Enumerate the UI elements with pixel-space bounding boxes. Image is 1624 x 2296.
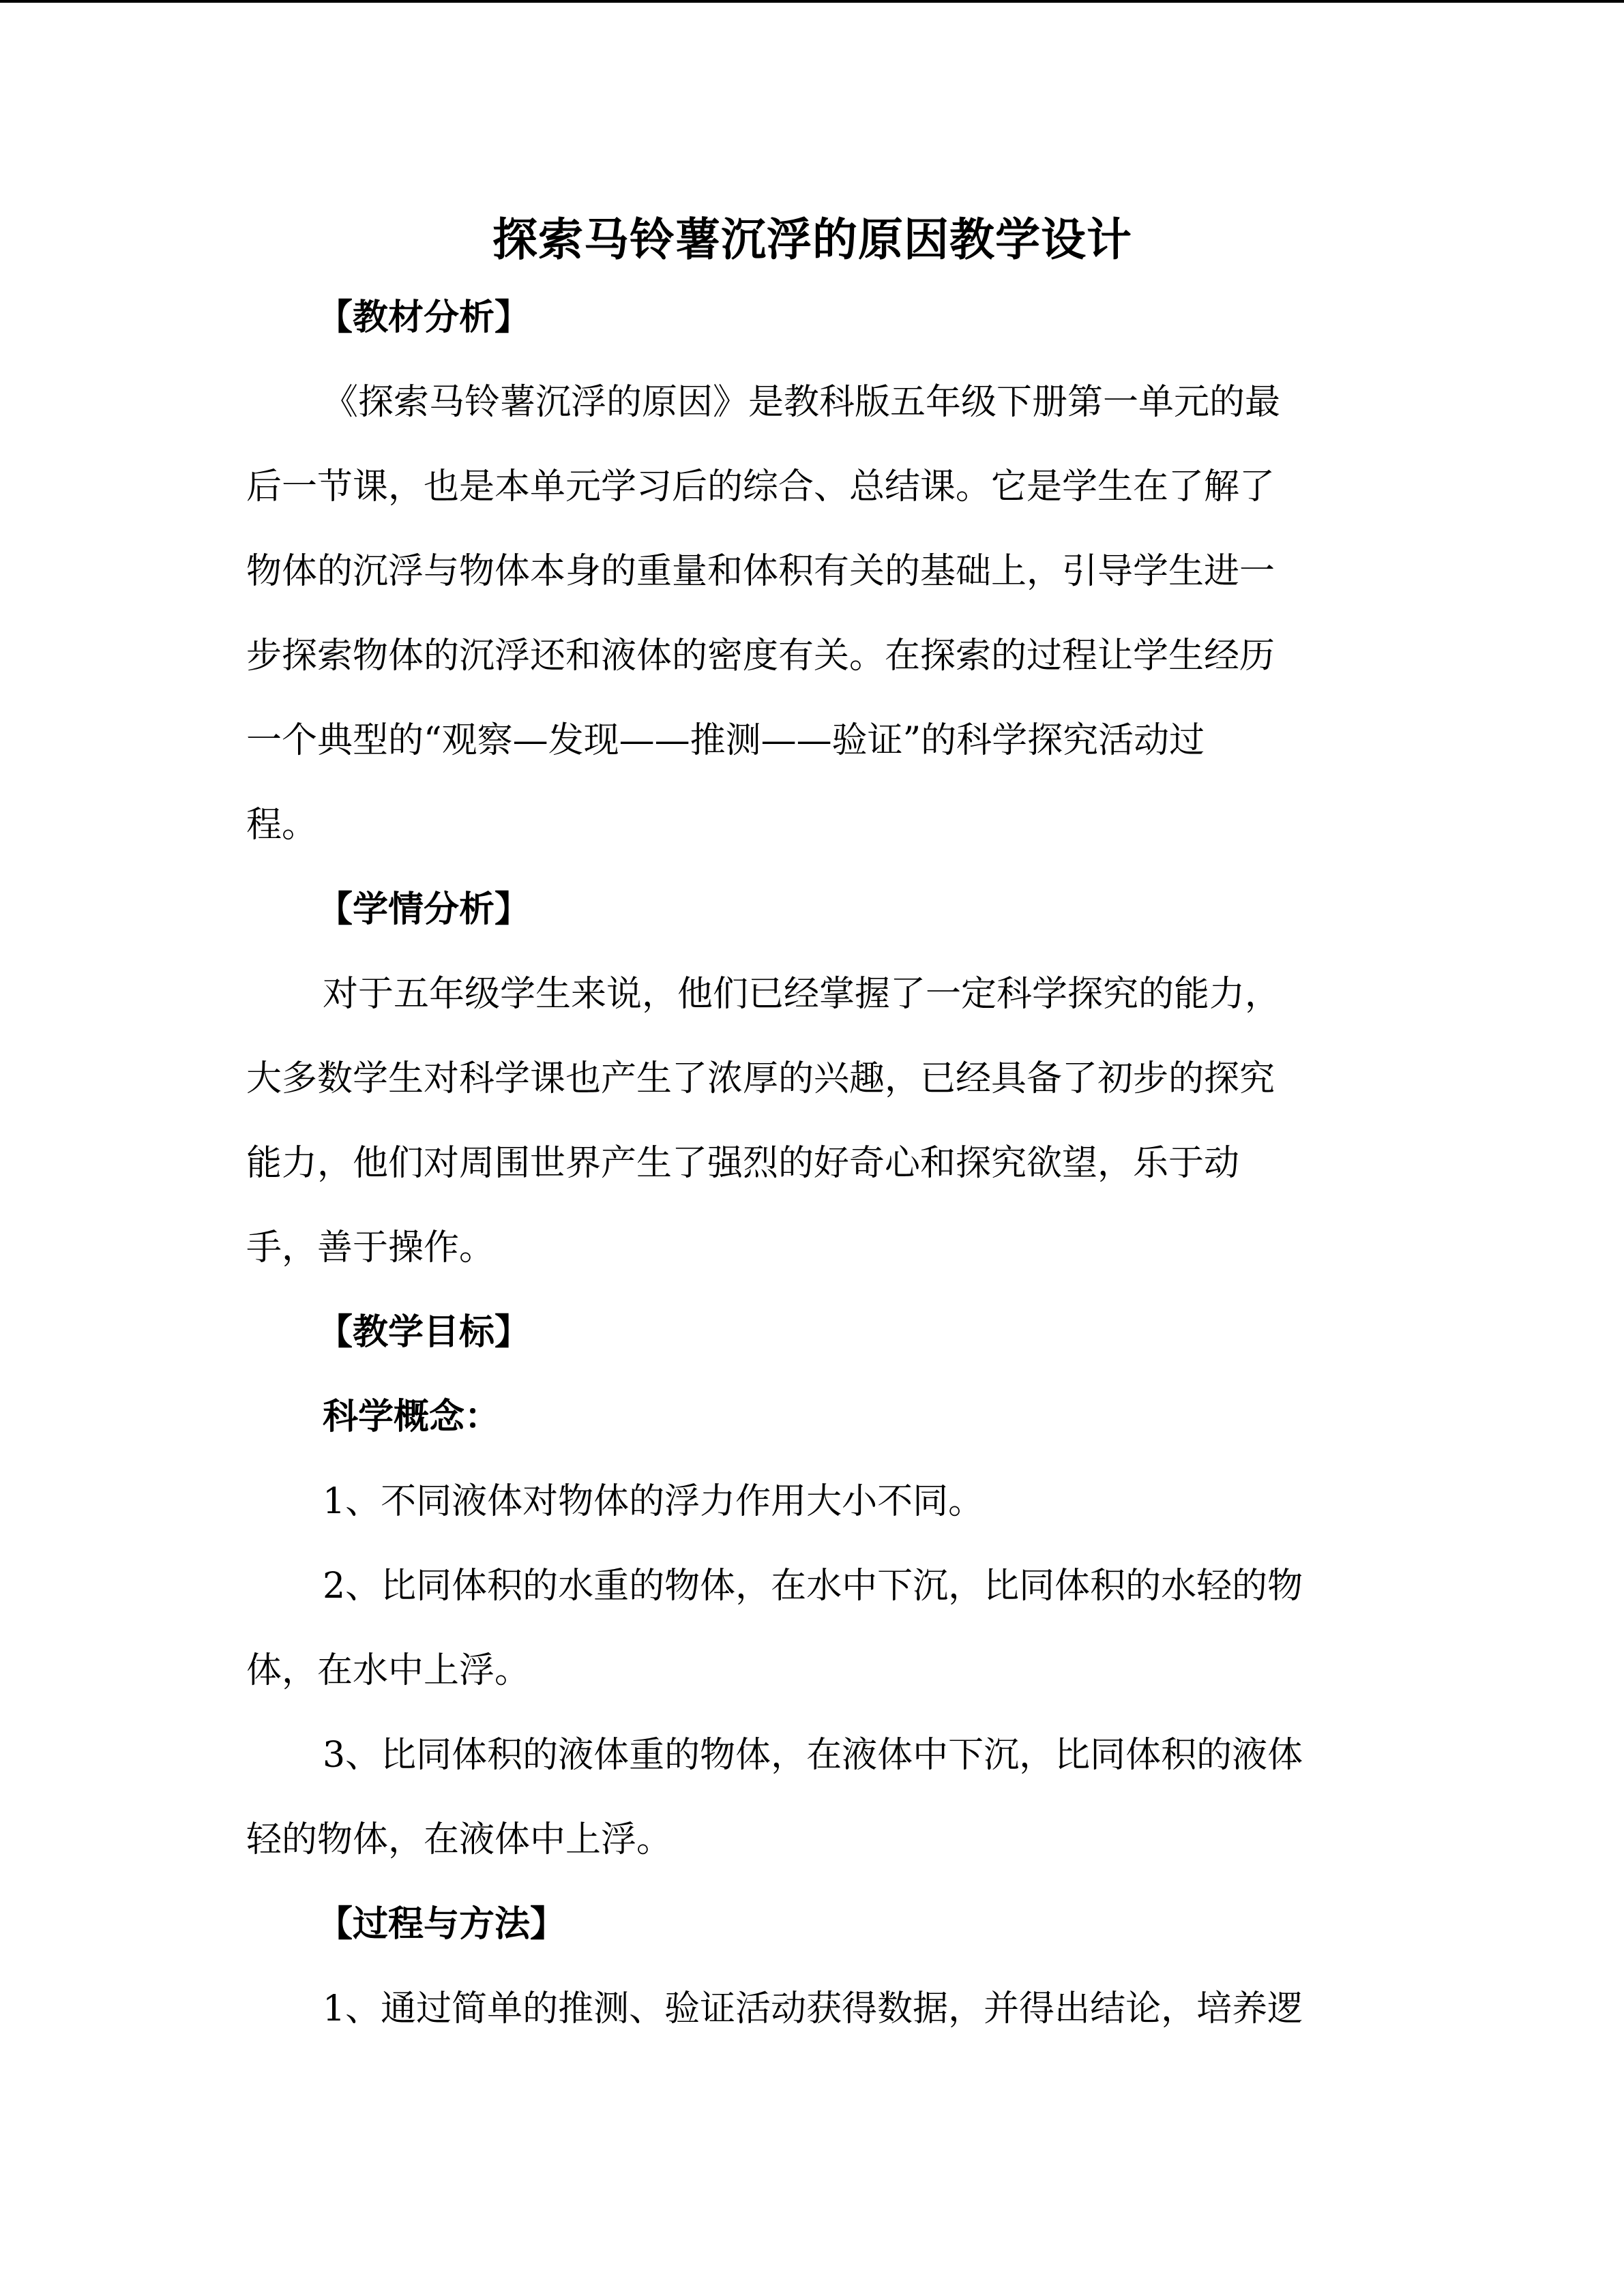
goal-item-1 — [246, 1459, 1378, 1544]
paragraph-line: 一个典型的“观察—发现——推测——验证”的科学探究活动过 — [246, 720, 1205, 761]
paragraph-material-analysis — [246, 360, 1378, 867]
paragraph-line: 后一节课，也是本单元学习后的综合、总结课。它是学生在了解了 — [246, 466, 1275, 507]
document-title: 探索马铃薯沉浮的原因教学设计 — [492, 213, 1132, 266]
paragraph-line: 能力，他们对周围世界产生了强烈的好奇心和探究欲望，乐于动 — [246, 1143, 1240, 1184]
paragraph-line: 3、比同体积的液体重的物体，在液体中下沉，比同体积的液体 — [323, 1735, 1303, 1776]
paragraph-line: 《探索马铃薯沉浮的原因》是教科版五年级下册第一单元的最 — [323, 382, 1281, 423]
section-heading-material-analysis: 【教材分析】 — [317, 297, 531, 338]
paragraph-line: 步探索物体的沉浮还和液体的密度有关。在探索的过程让学生经历 — [246, 636, 1275, 676]
paragraph-learner-analysis — [246, 952, 1378, 1290]
paragraph-line: 物体的沉浮与物体本身的重量和体积有关的基础上，引导学生进一 — [246, 551, 1275, 592]
paragraph-line: 程。 — [246, 805, 318, 846]
document-page — [246, 205, 1378, 2051]
subheading-science-concepts: 科学概念： — [323, 1397, 501, 1437]
goal-item-3 — [246, 1713, 1378, 1882]
goal-item-2 — [246, 1544, 1378, 1713]
top-border-line — [0, 0, 1624, 3]
paragraph-line: 1、不同液体对物体的浮力作用大小不同。 — [323, 1481, 984, 1522]
paragraph-line: 1、通过简单的推测、验证活动获得数据，并得出结论，培养逻 — [323, 1988, 1303, 2029]
paragraph-line: 2、比同体积的水重的物体，在水中下沉，比同体积的水轻的物 — [323, 1566, 1303, 1607]
process-item-1 — [246, 1967, 1378, 2051]
paragraph-line: 手，善于操作。 — [246, 1227, 495, 1268]
paragraph-line: 对于五年级学生来说，他们已经掌握了一定科学探究的能力， — [323, 974, 1281, 1015]
section-heading-process-methods: 【过程与方法】 — [317, 1904, 566, 1945]
section-heading-teaching-goals: 【教学目标】 — [317, 1312, 531, 1353]
section-heading-learner-analysis: 【学情分析】 — [317, 889, 531, 930]
paragraph-line: 大多数学生对科学课也产生了浓厚的兴趣，已经具备了初步的探究 — [246, 1058, 1275, 1099]
paragraph-line: 体，在水中上浮。 — [246, 1650, 531, 1691]
paragraph-line: 轻的物体，在液体中上浮。 — [246, 1819, 673, 1860]
